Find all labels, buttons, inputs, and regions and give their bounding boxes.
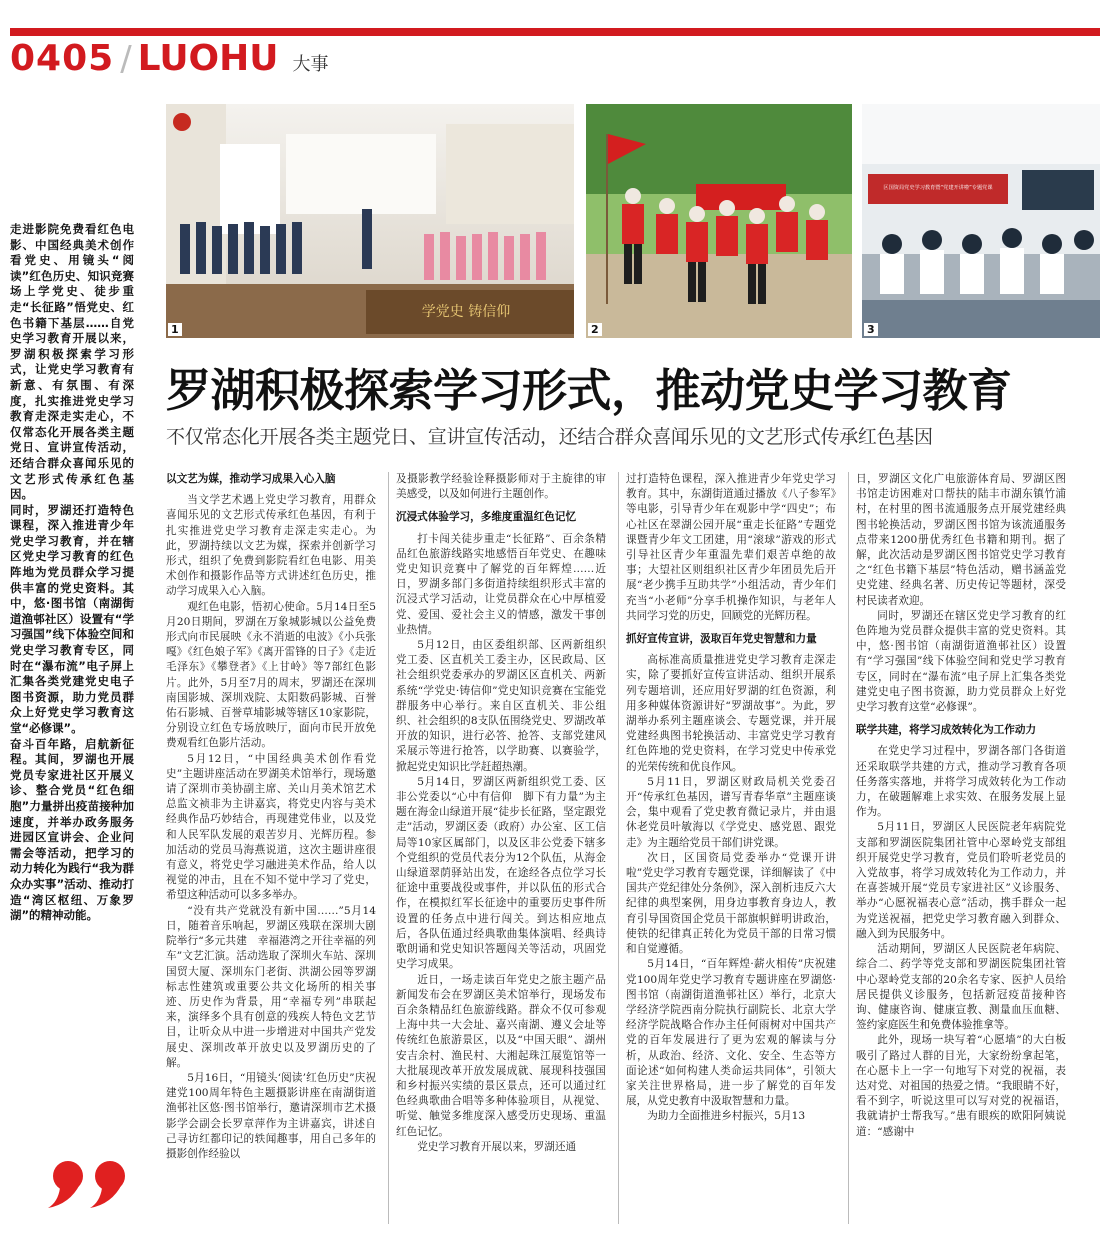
masthead <box>10 38 329 78</box>
section-heading: 沉浸式体验学习，多维度重温红色记忆 <box>396 511 577 524</box>
photo-2 <box>586 104 852 338</box>
body-paragraph: 5月14日，罗湖区两新组织党工委、区非公党委以“心中有信仰 脚下有力量”为主题在海金山绿道开展“徒步长征路，坚定跟党走”活动，罗湖区委（政府）办公室、区工信局等10家区属部门，以及区非公党委下辖多个党组织的党员代表分为12个队伍，从海金山绿道翠荫驿站出发，在途经各点位学习长征途中重要战役或事件，并以队伍的形式合作，在模拟红军长征途中的重要历史事件所设置的任务点中进行闯关。到达相应地点后，各队伍通过经典歌曲集体演唱、经典诗歌朗诵和党史知识答题闯关等活动，巩固党史学习成果。 <box>396 775 606 971</box>
body-paragraph: 5月16日，“用镜头‘阅读’红色历史”庆祝建党100周年特色主题摄影讲座在南湖街道渔邨社区悠·图书馆举行，邀请深圳市艺术摄影学会副会长罗章萍作为主讲嘉宾，讲述自己寻访红都印记的轶闻趣事，用自己多年的摄影创作经验以 <box>166 1071 376 1160</box>
body-paragraph: 此外，现场一块写着“心愿墙”的大白板吸引了路过人群的目光，大家纷纷拿起笔，在心愿卡上一字一句地写下对党的祝福，表达对党、对祖国的热爱之情。“我眼睛不好，看不到字，听说这里可以写对党的祝福语，我就请护士帮我写。”患有眼疾的欧阳阿姨说道：“感谢中 <box>856 1034 1066 1138</box>
photo-1-caption: 学党史 铸信仰 <box>421 304 511 320</box>
body-paragraph: 5月12日，“中国经典美术创作看党史”主题讲座活动在罗湖美术馆举行，现场邀请了深圳市美协副主席、关山月美术馆艺术总监文祯非为主讲嘉宾，将党史内容与美术经典作品巧妙结合，再现建党伟业，以及党和人民军队发展的艰苦岁月、光辉历程。参加活动的党员马海燕说道，这次主题讲座很有意义，将党史学习融进美术作品，给人以视觉的冲击，且在不知不觉中学习了党史，希望这种活动可以多多举办。 <box>166 752 376 902</box>
body-paragraph: “没有共产党就没有新中国……”5月14日，随着音乐响起，罗湖区残联在深圳大剧院举行“多元共建 幸福港湾之开往幸福的列车”文艺汇演。活动选取了深圳火车站、深圳国贸大厦、深圳东门老街、洪湖公园等罗湖标志性建筑或重要公共文化场所的相关事迹、历史作为背景，用“幸福专列”串联起来，演绎多个具有创意的残疾人特色文艺节目，让听众从中进一步增进对中国共产党发展史、深圳改革开放史以及罗湖历史的了解。 <box>166 904 376 1069</box>
body-paragraph: 党史学习教育开展以来，罗湖还通 <box>417 1140 577 1153</box>
article-column-2 <box>396 472 606 1155</box>
section-name: LUOHU <box>137 38 279 79</box>
body-paragraph: 5月11日，罗湖区财政局机关党委召开“传承红色基因，谱写青春华章”主题座谈会，集中观看了党史教育微记录片，并由退休老党员叶敏海以《学党史、感党恩、跟党走》为主题给党员干部们讲党课。 <box>626 775 836 849</box>
page-code: 0405 <box>10 38 115 79</box>
article-column-4 <box>856 472 1066 1140</box>
body-paragraph: 在党史学习过程中，罗湖各部门各街道还采取联学共建的方式，推动学习教育各项任务落实落地，并将学习成效转化为工作动力，在破题解难上求实效、在服务发展上显作为。 <box>856 745 1066 819</box>
intro-sidebar <box>10 222 134 924</box>
body-paragraph: 5月11日，罗湖区人民医院老年病院党支部和罗湖医院集团社管中心翠岭党支部组织开展党史学习教育，党员们聆听老党员的入党故事，将学习成效转化为工作动力，并在喜荟城开展“党员专家进社区”义诊服务、举办“心愿祝福表心意”活动，携手群众一起为党送祝福，把党史学习教育融入到群众、融入到为民服务中。 <box>856 821 1066 940</box>
body-paragraph: 为助力全面推进乡村振兴，5月13 <box>647 1110 806 1123</box>
body-paragraph: 日，罗湖区文化广电旅游体育局、罗湖区图书馆走访困难对口帮扶的陆丰市湖东镇竹浦村，在村里的图书流通服务点开展党建经典图书轮换活动，罗湖区图书馆为该流通服务点带来1200册优秀红色书籍和期刊。据了解，此次活动是罗湖区图书馆党史学习教育之“红色书籍下基层”特色活动，赠书涵盖党史党建、经典名著、历史传记等题材，深受村民读者欢迎。 <box>856 473 1066 607</box>
section-heading: 联学共建，将学习成效转化为工作动力 <box>856 724 1037 737</box>
article-column-1 <box>166 472 376 1162</box>
photo-1 <box>166 104 574 338</box>
section-label: 大事 <box>292 54 329 75</box>
masthead-bar <box>10 28 1100 36</box>
intro-paragraph: 同时，罗湖还打造特色课程，深入推进青少年党史学习教育，并在辖区党史学习教育的红色阵地为党员群众学习提供丰富的党史资料。其中，悠·图书馆（南湖街道渔邨社区）设置有“学习强国”线下体验空间和党史学习教育专区，同时在“瀑布流”电子屏上汇集各类党建党史电子图书资源，助力党员群众上好党史学习教育这堂“必修课”。 <box>10 502 134 735</box>
body-paragraph: 活动期间，罗湖区人民医院老年病院、综合二、药学等党支部和罗湖医院集团社管中心翠岭党支部的20余名专家、医护人员给居民提供义诊服务，包括新冠疫苗接种咨询、健康咨询、健康宣教、测量血压血糖、签约家庭医生和免费体验推拿等。 <box>856 943 1066 1032</box>
section-heading: 抓好宣传宣讲，汲取百年党史智慧和力量 <box>626 633 817 646</box>
body-paragraph: 观红色电影，悟初心使命。5月14日至5月20日期间，罗湖在万象城影城以公益免费形式向市民展映《永不消逝的电波》《小兵张嘎》《红色娘子军》《离开雷锋的日子》《走近毛泽东》《攀登者》《上甘岭》等7部红色影片。此外，5月至7月的周末，罗湖还在深圳南国影城、深圳戏院、太阳数码影城、百誉佑石影城、百誉草埔影城等辖区10家影院，分别设立红色专场放映厅，面向市民开放免费观看红色影片活动。 <box>166 600 376 750</box>
body-paragraph: 5月14日，“百年辉煌·薪火相传”庆祝建党100周年党史学习教育专题讲座在罗湖悠·图书馆（南湖街道渔邨社区）举行，北京大学经济学院西南分院执行副院长、北京大学经济学院战略合作办主任何雨树对中国共产党的百年发展进行了更为宏观的解读与分析，从政治、经济、文化、安全、生态等方面论述“如何构建人类命运共同体”，引领大家关注世界格局，进一步了解党的百年发展，从党史教育中汲取智慧和力量。 <box>626 958 836 1108</box>
section-heading: 以文艺为媒，推动学习成果入心入脑 <box>166 473 336 485</box>
column-divider <box>848 472 849 1224</box>
photo-1-number: 1 <box>168 323 182 336</box>
body-paragraph: 高标准高质量推进党史学习教育走深走实，除了要抓好宣传宣讲活动、组织开展系列专题培训，还应用好罗湖的红色资源，利用多种媒体资源讲好“罗湖故事”。为此，罗湖举办系列主题座谈会、专题党课，并开展党建经典图书轮换活动、丰富党史学习教育红色阵地的党史资料，在学习党史中传承党的光荣传统和优良作风。 <box>626 654 836 773</box>
photo-3 <box>862 104 1100 338</box>
intro-paragraph: 走进影院免费看红色电影、中国经典美术创作看党史、用镜头“阅读”红色历史、知识竞赛场上学党史、徒步重走“长征路”悟党史、红色书籍下基层……自党史学习教育开展以来，罗湖积极探索学习形式，让党史学习教育有新意、有氛围、有深度，扎实推进党史学习教育走深走实走心，不仅常态化开展各类主题党日、宣讲宣传活动，还结合群众喜闻乐见的文艺形式传承红色基因。 <box>10 222 134 502</box>
photo-2-number: 2 <box>588 323 602 336</box>
quote-mark-icon <box>46 1160 136 1208</box>
body-paragraph: 近日，一场走读百年党史之旅主题产品新闻发布会在罗湖区美术馆举行，现场发布百余条精品红色旅游线路。群众不仅可参观上海中共一大会址、嘉兴南湖、遵义会址等传统红色旅游景区，以及“中国天眼”、湖州安吉余村、渔民村、大湘起珠江展览馆等一大批展现改革开放发展成就、展现科技强国和乡村振兴实绩的景区景点，还可以通过红色经典歌曲合唱等多种体验项目，从视觉、听觉、触觉多维度深入感受历史现场、重温红色记忆。 <box>396 973 606 1138</box>
subheadline: 不仅常态化开展各类主题党日、宣讲宣传活动，还结合群众喜闻乐见的文艺形式传承红色基因 <box>166 426 933 448</box>
body-paragraph: 打卡闯关徒步重走“长征路”、百余条精品红色旅游线路实地感悟百年党史、在趣味党史知识竞赛中了解党的百年辉煌……近日，罗湖多部门多街道持续组织形式丰富的沉浸式学习活动，让党员群众在心中厚植爱党、爱国、爱社会主义的情感，激发干事创业热情。 <box>396 532 606 636</box>
body-paragraph: 次日，区国资局党委举办“党课开讲啦”党史学习教育专题党课，详细解读了《中国共产党纪律处分条例》，深入剖析违反六大纪律的典型案例，用身边事教育身边人，教育引导国资国企党员干部旗帜鲜明讲政治，使铁的纪律真正转化为党员干部的日常习惯和自觉遵循。 <box>626 851 836 956</box>
body-paragraph: 当文学艺术遇上党史学习教育，用群众喜闻乐见的文艺形式传承红色基因，有利于扎实推进党史学习教育走深走实走心。为此，罗湖持续以文艺为媒，探索并创新学习形式，组织了免费到影院看红色电影、用美术创作和摄影作品等方式讲述红色历史，推动学习成果入心入脑。 <box>166 494 376 598</box>
intro-paragraph: 奋斗百年路，启航新征程。其间，罗湖也开展党员专家进社区开展义诊、整合党员“红色细胞”力量拼出疫苗接种加速度，并举办政务服务进园区宣讲会、企业问需会等活动，把学习的动力转化为践行“我为群众办实事”活动、推动打造“湾区枢纽、万象罗湖”的精神动能。 <box>10 736 134 923</box>
headline: 罗湖积极探索学习形式，推动党史学习教育 <box>166 364 1012 417</box>
photo-3-banner: 区国资局党史学习教育暨“党建开讲啦”专题党课 <box>883 185 993 191</box>
body-paragraph: 及摄影教学经验诠释摄影师对于主旋律的审美感受，以及如何进行主题创作。 <box>396 473 606 501</box>
masthead-divider: / <box>120 39 132 79</box>
body-paragraph: 5月12日，由区委组织部、区两新组织党工委、区直机关工委主办，区民政局、区社会组织党委承办的罗湖区区直机关、两新系统“学党史·铸信仰”党史知识竞赛在宝能党群服务中心举行。来自区直机关、非公组织、社会组织的8支队伍围绕党史、罗湖改革开放的知识，进行必答、抢答、支部党建风采展示等进行抢答，以学助赛、以赛验学，掀起党史知识比学赶超热潮。 <box>396 639 606 773</box>
body-paragraph: 同时，罗湖还在辖区党史学习教育的红色阵地为党员群众提供丰富的党史资料。其中，悠·图书馆（南湖街道渔邨社区）设置有“学习强国”线下体验空间和党史学习教育专区，同时在“瀑布流”电子屏上汇集各类党建党史电子图书资源，助力党员群众上好党史学习教育这堂“必修课”。 <box>856 609 1066 714</box>
column-divider <box>618 472 619 1224</box>
photo-3-number: 3 <box>864 323 878 336</box>
article-column-3 <box>626 472 836 1125</box>
body-paragraph: 过打造特色课程，深入推进青少年党史学习教育。其中，东湖街道通过播放《八子参军》等电影，引导青少年在观影中学“四史”；布心社区在翠湖公园开展“重走长征路”专题党课暨青少年文工团建，用“滚球”游戏的形式引导社区青少年重温先辈们艰苦卓绝的故事；大望社区则组织社区青少年团员先后开展“老少携手互助共学”小组活动，青少年们充当“小老师”分享手机操作知识，与老年人共同学习党的历史，回顾党的光辉历程。 <box>626 473 836 622</box>
column-divider <box>388 472 389 1224</box>
